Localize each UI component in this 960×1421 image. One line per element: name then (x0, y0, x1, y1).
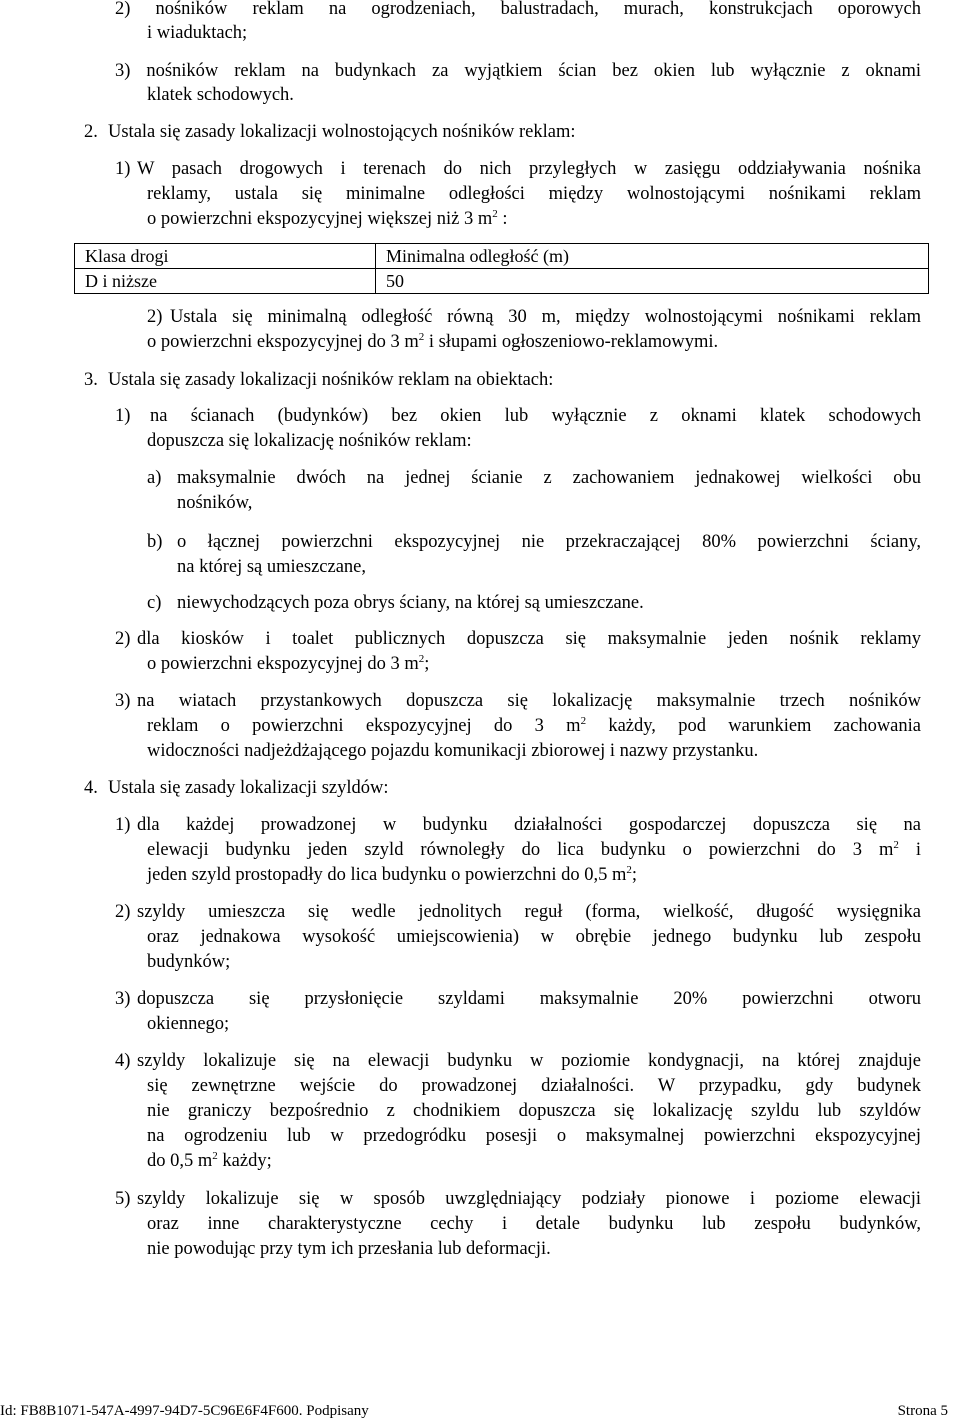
section-3-item-1-number: 1) (115, 406, 131, 426)
section-4-heading: Ustala się zasady lokalizacji szyldów: (108, 778, 389, 798)
table-cell-min-distance: 50 (376, 269, 929, 294)
section-4-item-5-line-1: szyldy lokalizuje się w sposób uwzględniający podziały pionowe i poziome elewacji (137, 1189, 921, 1209)
section-3-item-b-letter: b) (147, 532, 163, 552)
section-3-item-3-number: 3) (115, 691, 131, 711)
paragraph-item-2-line-1: 2) nośników reklam na ogrodzeniach, balustradach, murach, konstrukcjach oporowych (115, 0, 921, 19)
section-2-item-1-line-2: reklamy, ustala się minimalne odległości między wolnostojącymi nośnikami reklam (147, 184, 921, 204)
section-4-item-2-line-2: oraz jednakowa wysokość umiejscowienia) w obrębie jednego budynku lub zespołu (147, 927, 921, 947)
section-3-item-c-letter: c) (147, 593, 162, 613)
section-4-item-1-line-2: elewacji budynku jeden szyld równoległy do lica budynku o powierzchni do 3 $m^2$ i (147, 839, 922, 860)
distance-table (74, 243, 929, 294)
section-3-item-b-line-1: o łącznej powierzchni ekspozycyjnej nie przekraczającej 80% powierzchni ściany, (177, 532, 921, 552)
section-2-item-1-line-1: W pasach drogowych i terenach do nich przyległych w zasięgu oddziaływania nośnika (137, 159, 921, 179)
section-2-item-1-line-3: o powierzchni ekspozycyjnej większej niż 3 $m^2$ : (147, 208, 508, 229)
section-4-item-3-line-1: dopuszcza się przysłonięcie szyldami maksymalnie 20% powierzchni otworu (137, 989, 921, 1009)
section-3-heading: Ustala się zasady lokalizacji nośników reklam na obiektach: (108, 370, 554, 390)
section-2-number: 2. (84, 122, 98, 142)
section-4-item-5-line-3: nie powodując przy tym ich przesłania lub deformacji. (147, 1239, 551, 1259)
table-header-row (75, 244, 929, 269)
section-2-heading: Ustala się zasady lokalizacji wolnostojących nośników reklam: (108, 122, 576, 142)
section-3-item-3-line-1: na wiatach przystankowych dopuszcza się lokalizację maksymalnie trzech nośników (137, 691, 921, 711)
section-3-item-c-line-1: niewychodzących poza obrys ściany, na której są umieszczane. (177, 593, 644, 613)
footer-page-number: Strona 5 (897, 1403, 948, 1419)
section-4-item-5-line-2: oraz inne charakterystyczne cechy i detale budynku lub zespołu budynków, (147, 1214, 921, 1234)
section-2-item-2-number: 2) (147, 307, 163, 327)
section-3-item-3-line-3: widoczności nadjeżdżającego pojazdu komunikacji zbiorowej i nazwy przystanku. (147, 741, 759, 761)
section-4-item-2-line-1: szyldy umieszcza się wedle jednolitych reguł (forma, wielkość, długość wysięgnika (137, 902, 921, 922)
section-3-item-a-line-2: nośników, (177, 493, 253, 513)
section-4-item-4-line-3: nie graniczy bezpośrednio z chodnikiem dopuszcza się lokalizację szyldu lub szyldów (147, 1101, 921, 1121)
section-3-item-b-line-2: na której są umieszczane, (177, 557, 367, 577)
section-3-item-2-line-1: dla kiosków i toalet publicznych dopuszcza się maksymalnie jeden nośnik reklamy (137, 629, 921, 649)
section-4-item-1-number: 1) (115, 815, 131, 835)
paragraph-item-3-line-2: klatek schodowych. (147, 85, 294, 105)
section-3-item-2-number: 2) (115, 629, 131, 649)
section-2-item-2-line-2: o powierzchni ekspozycyjnej do 3 $m^2$ i słupami ogłoszeniowo-reklamowymi. (147, 331, 719, 352)
table-header-min-distance: Minimalna odległość (m) (376, 244, 929, 269)
table-row (75, 269, 929, 294)
paragraph-item-3-line-1: 3) nośników reklam na budynkach za wyjątkiem ścian bez okien lub wyłącznie z oknami (115, 61, 921, 81)
section-3-item-3-line-2: reklam o powierzchni ekspozycyjnej do 3 $m^2$ każdy, pod warunkiem zachowania (147, 715, 921, 736)
section-4-item-1-line-1: dla każdej prowadzonej w budynku działalności gospodarczej dopuszcza się na (137, 815, 921, 835)
section-4-item-3-line-2: okiennego; (147, 1014, 230, 1034)
section-3-item-1-line-1: na ścianach (budynków) bez okien lub wyłącznie z oknami klatek schodowych (150, 406, 921, 426)
paragraph-item-2-line-2: i wiaduktach; (147, 23, 248, 43)
section-4-item-2-number: 2) (115, 902, 131, 922)
section-3-item-1-line-2: dopuszcza się lokalizację nośników reklam: (147, 431, 472, 451)
section-4-item-2-line-3: budynków; (147, 952, 231, 972)
footer-document-id: Id: FB8B1071-547A-4997-94D7-5C96E6F4F600. Podpisany (0, 1403, 369, 1419)
section-4-item-5-number: 5) (115, 1189, 131, 1209)
section-3-item-a-letter: a) (147, 468, 162, 488)
table-header-road-class: Klasa drogi (75, 244, 376, 269)
section-2-item-1-number: 1) (115, 159, 131, 179)
section-3-item-a-line-1: maksymalnie dwóch na jednej ścianie z zachowaniem jednakowej wielkości obu (177, 468, 921, 488)
section-4-number: 4. (84, 778, 98, 798)
section-4-item-4-line-4: na ogrodzeniu lub w przedogródku posesji o maksymalnej powierzchni ekspozycyjnej (147, 1126, 921, 1146)
section-3-item-2-line-2: o powierzchni ekspozycyjnej do 3 $m^2$; (147, 653, 430, 674)
section-3-number: 3. (84, 370, 98, 390)
section-4-item-4-line-2: się zewnętrzne wejście do prowadzonej działalności. W przypadku, gdy budynek (147, 1076, 921, 1096)
section-4-item-1-line-3: jeden szyld prostopadły do lica budynku o powierzchni do 0,5 $m^2$; (147, 864, 638, 885)
section-4-item-4-number: 4) (115, 1051, 131, 1071)
table-cell-road-class: D i niższe (75, 269, 376, 294)
section-2-item-2-line-1: Ustala się minimalną odległość równą 30 m, między wolnostojącymi nośnikami reklam (170, 307, 921, 327)
section-4-item-4-line-1: szyldy lokalizuje się na elewacji budynku w poziomie kondygnacji, na której znajduje (137, 1051, 921, 1071)
section-4-item-3-number: 3) (115, 989, 131, 1009)
section-4-item-4-line-5: do 0,5 $m^2$ każdy; (147, 1150, 272, 1171)
